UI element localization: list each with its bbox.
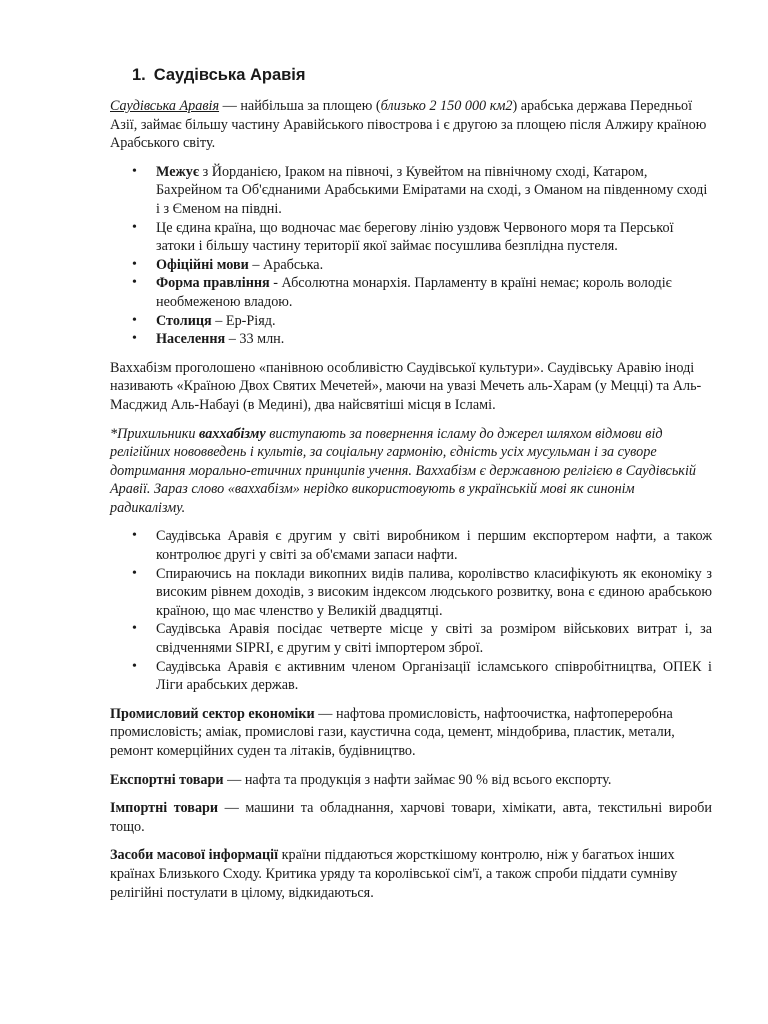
media-paragraph xyxy=(110,846,712,902)
fact-text: Це єдина країна, що водночас має берегову лінію уздовж Червоного моря та Перської затоки і більшу частину території якої займає посушлива безплідна пустеля. xyxy=(156,219,674,255)
list-item: • Спираючись на поклади викопних видів палива, королівство класифікують як економіку з високим рівнем доходів, з високим індексом людського розвитку, вона є єдиною арабською країною, що має членство у Великій двадцятці. xyxy=(156,565,712,621)
note-text-2: виступають за повернення ісламу до джерел шляхом відмови від релігійних нововведень і культів, за соціальну гармонію, єдність усіх мусульман і за суворе дотримання морально-етичних принципів учення. Ваххабізм є державною релігією в Саудівській Аравії. Зараз слово «ваххабізм» нерідко використовують в українській мові як синонім радикалізму. xyxy=(110,425,696,516)
fact-text: - Абсолютна монархія. Парламенту в країні немає; король володіє необмеженою владою. xyxy=(156,275,672,310)
intro-paragraph xyxy=(110,97,712,153)
note-text-1: *Прихильники xyxy=(110,425,199,442)
list-item xyxy=(156,274,712,311)
facts-list xyxy=(110,163,712,349)
fact-text: – Ер-Ріяд. xyxy=(211,312,276,329)
section-heading xyxy=(132,64,712,86)
list-item xyxy=(156,163,712,219)
imports-paragraph xyxy=(110,799,712,836)
country-link[interactable]: Саудівська Аравія xyxy=(110,98,220,114)
wahhabism-note xyxy=(110,425,712,518)
industry-label: Промисловий сектор економіки xyxy=(110,705,315,722)
media-label: Засоби масової інформації xyxy=(110,847,279,864)
list-item xyxy=(156,219,712,256)
fact-label: Населення xyxy=(156,331,226,348)
exports-paragraph xyxy=(110,771,712,790)
exports-text: — нафта та продукція з нафти займає 90 % від всього експорту. xyxy=(223,771,612,788)
fact-text: – 33 млн. xyxy=(225,331,285,348)
list-item: • Саудівська Аравія є другим у світі виробником і першим експортером нафти, а також контролює другі у світі за об'ємами запаси нафти. xyxy=(156,527,712,564)
list-item: • Саудівська Аравія є активним членом Організації ісламського співробітництва, ОПЕК і Ліги арабських держав. xyxy=(156,658,712,695)
list-item: • Саудівська Аравія посідає четверте місце у світі за розміром військових витрат і, за свідченнями SIPRI, є другим у світі імпортером зброї. xyxy=(156,620,712,657)
industry-text: — нафтова промисловість, нафтоочистка, нафтопереробна промисловість; аміак, промислові гази, каустична сода, цемент, міндобрива, пластик, метали, ремонт комерційних суден та літаків, будівництво. xyxy=(110,705,675,759)
wahhabism-paragraph: Ваххабізм проголошено «панівною особливістю Саудівської культури». Саудівську Аравію іноді називають «Країною Двох Святих Мечетей», маючи на увазі Мечеть аль-Харам (у Мецці) та Аль-Масджид Аль-Набауі (в Медині), два найсвятіші місця в Ісламі. xyxy=(110,359,702,413)
fact-label: Форма правління xyxy=(156,275,270,292)
imports-label: Імпортні товари xyxy=(110,800,219,817)
heading-number: 1. xyxy=(132,66,146,84)
economy-list xyxy=(110,527,712,694)
area-value: близько 2 150 000 км2 xyxy=(380,98,513,114)
intro-text-1: — найбільша за площею ( xyxy=(219,98,381,114)
fact-label: Межує xyxy=(156,163,200,180)
fact-text: з Йорданією, Іраком на півночі, з Кувейтом на північному сході, Катаром, Бахрейном та Об'єднаними Арабськими Еміратами на сході, з Оманом на південному сході і з Єменом на півдні. xyxy=(156,163,708,217)
industry-paragraph xyxy=(110,705,712,761)
intro-text-2: ) арабська держава Передньої Азії, займає більшу частину Аравійського півострова і є другою за площею після Алжиру країною Арабського світу. xyxy=(110,98,707,152)
fact-label: Офіційні мови xyxy=(156,256,249,273)
heading-title: Саудівська Аравія xyxy=(153,66,306,84)
exports-label: Експортні товари xyxy=(110,771,224,788)
list-item xyxy=(156,330,712,349)
document-page xyxy=(110,64,712,912)
fact-text: – Арабська. xyxy=(248,256,324,273)
fact-label: Столиця xyxy=(156,312,212,329)
note-term: ваххабізму xyxy=(198,425,266,442)
imports-text: — машини та обладнання, харчові товари, хімікати, авта, текстильні вироби тощо. xyxy=(110,800,712,835)
list-item xyxy=(156,256,712,275)
media-text: країни піддаються жорсткішому контролю, ніж у багатьох інших країнах Близького Сходу. Критика уряду та королівської сім'ї, а також спроби піддати сумніву релігійні постулати в цілому, відкидаються. xyxy=(110,847,678,901)
list-item xyxy=(156,312,712,331)
